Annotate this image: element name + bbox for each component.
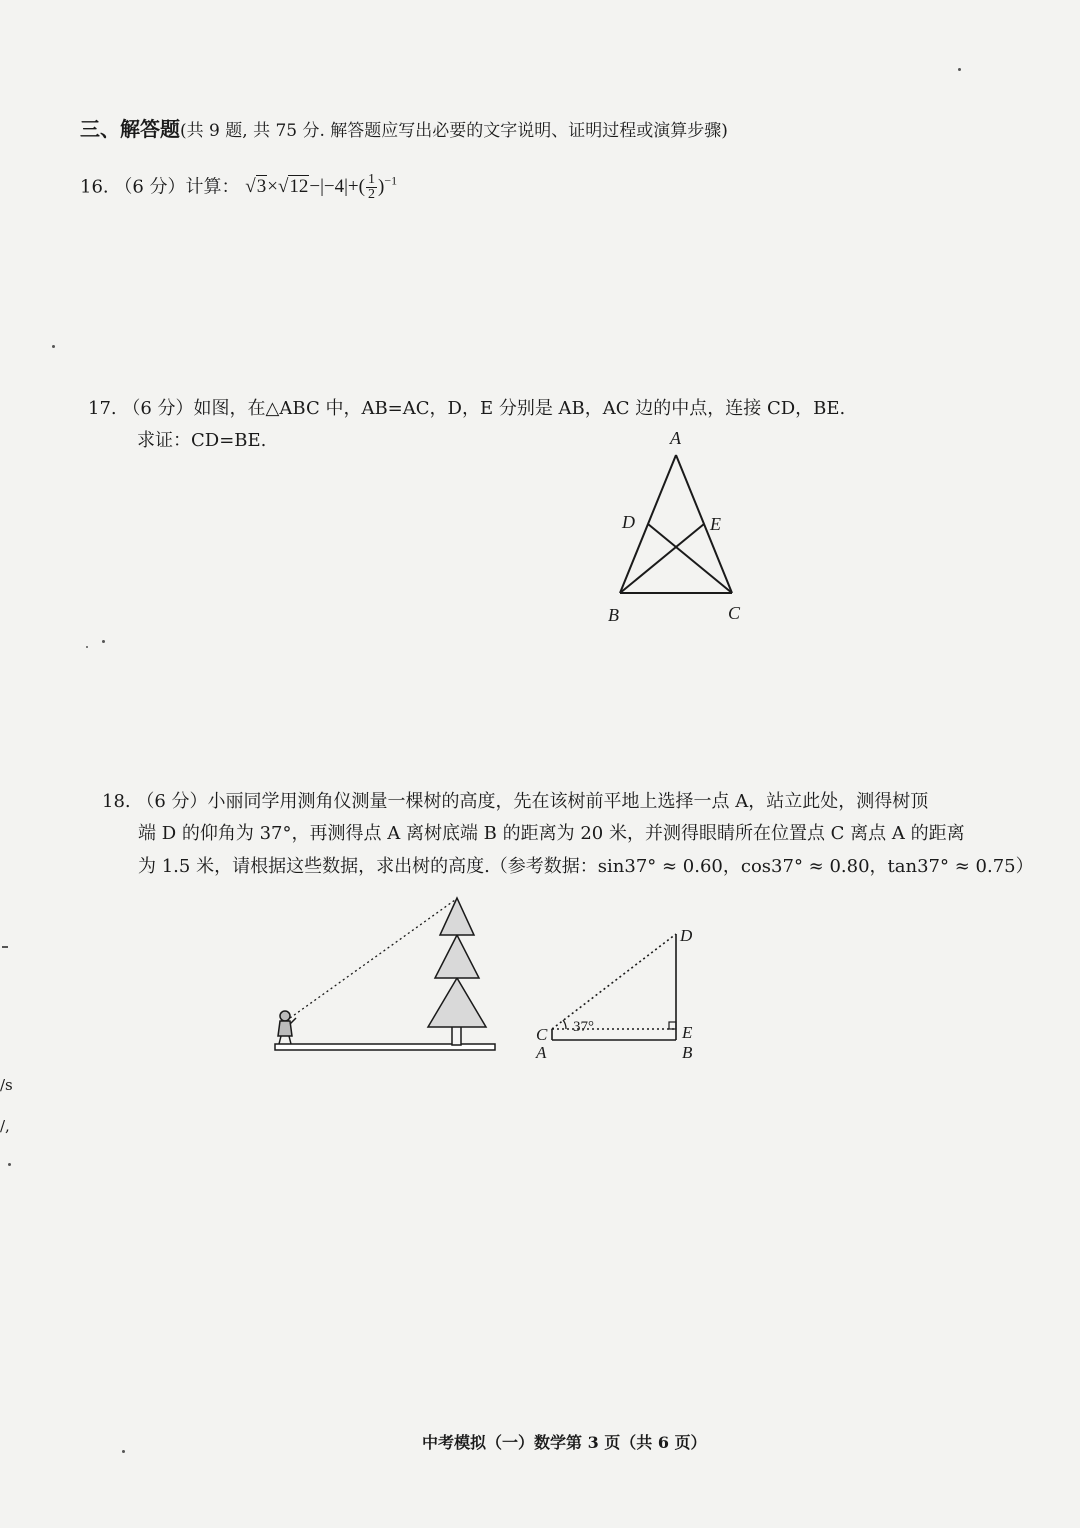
q18-text-2: 端 D 的仰角为 37°，再测得点 A 离树底端 B 的距离为 20 米，并测得眼睛所在位置点 C 离点 A 的距离 [138, 823, 965, 844]
label-b: B [682, 1043, 693, 1062]
q16-fraction [366, 173, 377, 202]
label-b: B [608, 605, 619, 625]
ground [275, 1044, 495, 1050]
q16-frac-num: 1 [367, 172, 375, 188]
q18-number: 18. [102, 791, 131, 812]
tree-scene-figure [270, 890, 500, 1055]
sight-line [290, 900, 455, 1018]
scan-speck [2, 946, 8, 948]
q16-sqrt3: 3 [256, 176, 267, 198]
section-note: (共 9 题, 共 75 分. 解答题应写出必要的文字说明、证明过程或演算步骤) [180, 121, 728, 141]
triangle-figure [600, 425, 760, 630]
q16-exponent: −1 [384, 174, 398, 188]
label-c: C [536, 1025, 548, 1044]
q16-number: 16. [80, 176, 109, 198]
label-c: C [728, 603, 741, 623]
label-d: D [680, 926, 693, 945]
label-a: A [670, 428, 681, 448]
q16-sqrt12: 12 [289, 176, 309, 198]
tree [428, 898, 486, 1045]
label-e: E [682, 1023, 693, 1042]
label-d: D [622, 512, 635, 532]
angle-label: 37° [573, 1019, 594, 1035]
question-17-line1 [88, 397, 845, 421]
q18-text-1: （6 分）小丽同学用测角仪测量一棵树的高度，先在该树前平地上选择一点 A，站立此处，测得树顶 [136, 791, 929, 812]
scan-speck [8, 1163, 11, 1166]
angle-arc [563, 1020, 566, 1029]
right-angle-mark [669, 1022, 676, 1029]
angle-figure [530, 920, 710, 1065]
q16-frac-den: 2 [367, 187, 375, 203]
q16-abs: −|−4|+( [309, 176, 365, 198]
q17-number: 17. [88, 398, 117, 419]
q16-close: ) [377, 176, 385, 198]
margin-mark-2: /, [0, 1117, 10, 1135]
page-footer: 中考模拟（一）数学第 3 页（共 6 页） [422, 1433, 707, 1452]
q16-times: × [267, 176, 278, 198]
scan-speck [102, 640, 105, 643]
segment-cd [552, 934, 676, 1029]
section-title: 三、解答题 [80, 117, 180, 141]
q16-expression: √3×√12−|−4|+( $\frac{1}{2}$ )$^{-1}$ [245, 172, 398, 203]
q17-text: （6 分）如图，在△ABC 中，AB=AC，D，E 分别是 AB，AC 边的中点，连接 CD，BE. [122, 398, 846, 419]
label-a: A [536, 1043, 547, 1062]
person-icon [278, 1011, 296, 1044]
scan-speck [958, 68, 961, 71]
question-18-line1 [102, 790, 928, 814]
margin-mark-1: /s [0, 1076, 13, 1094]
q17-prove: 求证：CD=BE. [137, 430, 267, 451]
scan-speck [52, 345, 55, 348]
q16-points: （6 分）计算： [114, 176, 240, 198]
label-e: E [710, 514, 721, 534]
section-header [80, 117, 728, 143]
q18-text-3: 为 1.5 米，请根据这些数据，求出树的高度.（参考数据：sin37° ≈ 0.60，cos37° ≈ 0.80，tan37° ≈ 0.75） [138, 856, 1034, 877]
scan-speck [86, 646, 88, 648]
scan-speck [122, 1450, 125, 1453]
question-16 [80, 166, 397, 202]
